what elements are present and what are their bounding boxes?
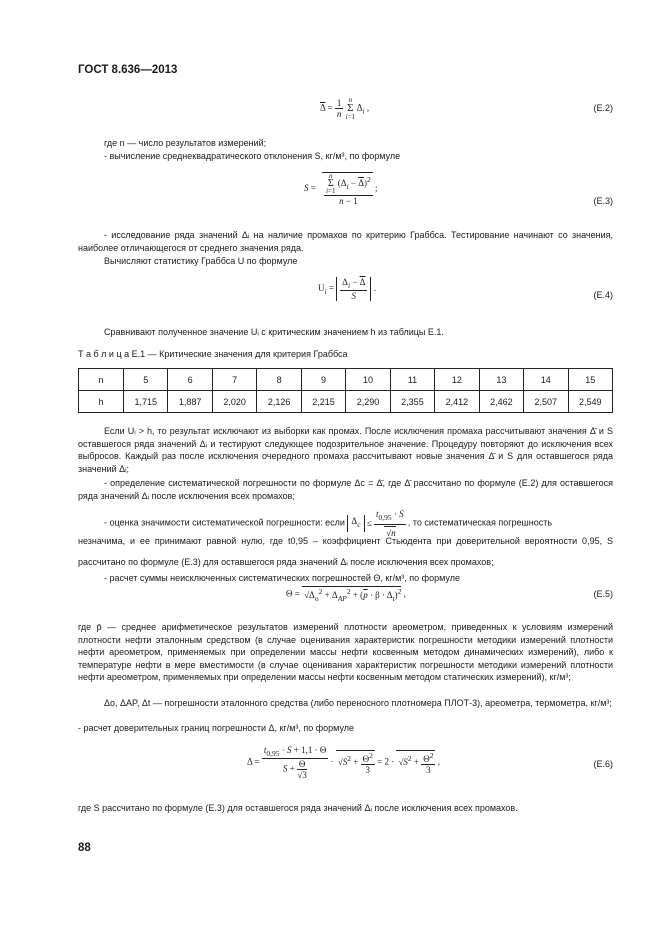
table-cell: 9 xyxy=(301,369,345,391)
table-cell: 8 xyxy=(257,369,301,391)
table-cell: 14 xyxy=(524,369,568,391)
paragraph-p-definition: где p̄ — среднее арифметическое результатов измерений плотности ареометром, приведенных к условиям измерений плотности нефти эталонным средством (в случае оценивания характеристик погрешности методики измерений плотности нефти ареометром, применяемых при определении массы нефти косвенным методом динамических измерений), либо к температуре нефти в мере вместимости (в случае оценивания характеристик погрешности методики измерений плотности нефти ареометром, применяемых при определении массы нефти косвенным методом статических измерений), кг/м³; xyxy=(78,622,613,683)
page-number: 88 xyxy=(78,842,91,854)
paragraph-student-coefficient: незначима, и ее принимают равной нулю, где t0,95 – коэффициент Стьюдента при доверительной вероятности 0,95, S рассчитано по формуле (Е.3) для оставшегося ряда значений Δᵢ после исключения всех промахов; xyxy=(78,536,613,567)
equation-number-e6: (Е.6) xyxy=(593,759,613,769)
table-cell: 7 xyxy=(212,369,256,391)
paragraph-outlier-procedure: Если Uᵢ > h, то результат исключают из выборки как промах. После исключения промаха рассчитывают значения Δ̄ и S оставшегося ряда значений Δᵢ и тестируют следующее подозрительное значение. Процедуру повторяют до исключения всех выбросов. Каждый раз после исключения очередного промаха рассчитывают новые значения Δ̄ и S для оставшегося ряда значений Δᵢ; xyxy=(78,426,613,474)
formula-e3: S = n Σ i=1 $(\Delta_i - \overline{\Delta})^2$ n − 1 ; xyxy=(304,172,378,206)
paragraph-compare: Сравнивают полученное значение Uᵢ с критическим значением h из таблицы Е.1. xyxy=(104,327,444,337)
table-cell: h xyxy=(79,391,124,413)
paragraph-grubbs-test: - исследование ряда значений Δᵢ на наличие промахов по критерию Граббса. Тестирование начинают со значения, наиболее отличающегося от среднего значения ряда. xyxy=(78,230,613,253)
grubbs-critical-values-table xyxy=(78,368,613,413)
equation-number-e4: (Е.4) xyxy=(593,290,613,300)
paragraph-grubbs-statistic: Вычисляют статистику Граббса U по формуле xyxy=(104,256,298,266)
paragraph-n-definition: где n — число результатов измерений; xyxy=(104,138,267,148)
paragraph-delta-definitions: Δo, ΔAP, Δt — погрешности эталонного средства (либо переносного плотномера ПЛОТ-3), ареометра, термометра, кг/м³; xyxy=(104,698,612,708)
paragraph-theta-intro: - расчет суммы неисключенных систематических погрешностей Θ, кг/м³, по формуле xyxy=(104,573,460,583)
table-cell: 15 xyxy=(568,369,612,391)
table-cell: 6 xyxy=(168,369,212,391)
equation-number-e3: (Е.3) xyxy=(593,196,613,206)
table-cell: 2,126 xyxy=(257,391,301,413)
table-cell: 13 xyxy=(479,369,523,391)
table-cell: 2,215 xyxy=(301,391,345,413)
table-cell: 2,355 xyxy=(390,391,434,413)
formula-e4: $U_i$ = $\frac{\Delta_i - \overline{\Delta}}{S}$ . xyxy=(318,277,376,301)
table-cell: 12 xyxy=(435,369,479,391)
table-cell: n xyxy=(79,369,124,391)
table-cell: 5 xyxy=(124,369,168,391)
table-cell: 2,507 xyxy=(524,391,568,413)
significance-text-before: - оценка значимости систематической погрешности: если xyxy=(104,517,345,528)
table-cell: 10 xyxy=(346,369,390,391)
paragraph-s-intro: - вычисление среднеквадратического отклонения S, кг/м³, по формуле xyxy=(104,151,401,161)
equation-number-e2: (Е.2) xyxy=(593,103,613,113)
table-row xyxy=(79,391,613,413)
paragraph-confidence-bounds: - расчет доверительных границ погрешности Δ, кг/м³, по формуле xyxy=(78,723,355,733)
table-cell: 2,412 xyxy=(435,391,479,413)
paragraph-s-reference: где S рассчитано по формуле (Е.3) для оставшегося ряда значений Δᵢ после исключения всех промахов. xyxy=(78,803,518,813)
equation-number-e5: (Е.5) xyxy=(593,589,613,599)
table-cell: 2,549 xyxy=(568,391,612,413)
paragraph-systematic-error: - определение систематической погрешности по формуле Δc = Δ̄, где Δ̄ рассчитано по формуле (Е.2) для оставшегося ряда значений Δᵢ после исключения всех промахов; xyxy=(78,478,613,501)
significance-text-after: , то систематическая погрешность xyxy=(407,517,553,528)
formula-significance: $\Delta_c$ ≤ $\frac{t_{0,95} \cdot S}{√n}$ xyxy=(347,518,407,528)
table-cell: 2,020 xyxy=(212,391,256,413)
document-header: ГОСТ 8.636—2013 xyxy=(78,64,178,76)
table-cell: 1,887 xyxy=(168,391,212,413)
table-row xyxy=(79,369,613,391)
formula-e2: $\overline{\Delta}$ = $\frac{1}{n}$ n Σ i=1 $\Delta_i$ , xyxy=(320,96,370,121)
table-caption: Т а б л и ц а Е.1 — Критические значения для критерия Граббса xyxy=(78,349,348,359)
table-cell: 2,462 xyxy=(479,391,523,413)
table-cell: 11 xyxy=(390,369,434,391)
table-cell: 1,715 xyxy=(124,391,168,413)
formula-e6: Δ = $t_{0,95} \cdot S + 1,1 \cdot \Theta$ S + $\frac{\Theta}{√3}$ · $√S^2$ + $\frac{\Theta^2}{3}$ = $2 \cdot √S^2$ + $\frac{\Theta^2}{3}$ , xyxy=(247,745,440,780)
table-cell: 2,290 xyxy=(346,391,390,413)
formula-e5: $\Theta = √\Delta_o^2 + \Delta_{AP}^2 + (\overline{p} \cdot \beta \cdot \Delta_t)^2$ , xyxy=(286,587,406,603)
